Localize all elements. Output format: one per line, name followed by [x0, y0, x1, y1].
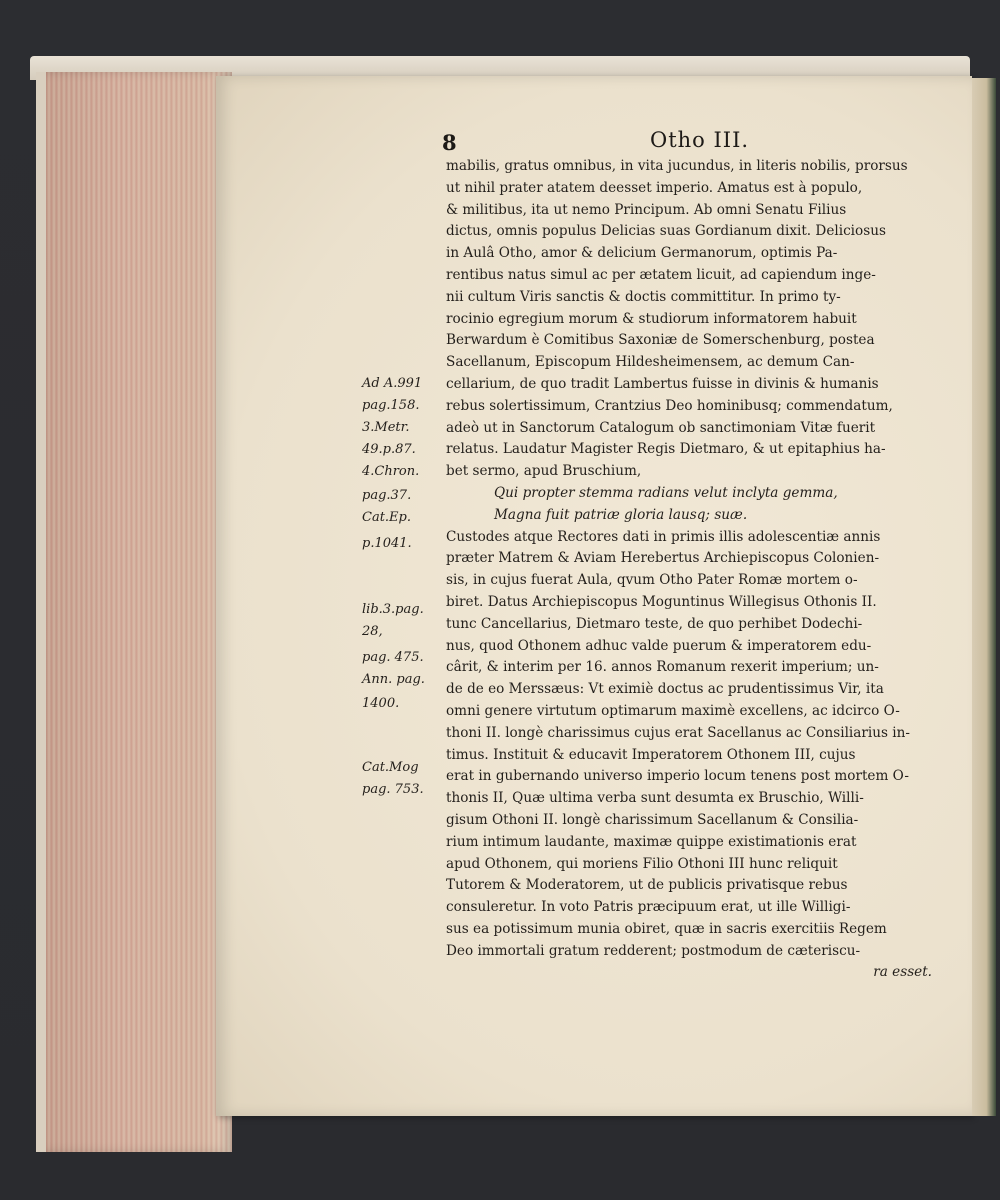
margin-note: Ad A.991: [362, 376, 423, 391]
text-line: cellarium, de quo tradit Lambertus fuisse in divinis & humanis: [446, 375, 879, 392]
text-line: rocinio egregium morum & studiorum informatorem habuit: [446, 310, 857, 327]
text-line: Tutorem & Moderatorem, ut de publicis privatisque rebus: [446, 877, 848, 894]
text-line: in Aulâ Otho, amor & delicium Germanorum, optimis Pa-: [446, 245, 838, 262]
margin-note: 49.p.87.: [362, 442, 416, 457]
text-line: Custodes atque Rectores dati in primis illis adolescentiæ annis: [446, 528, 881, 545]
margin-note: 4.Chron.: [362, 464, 420, 479]
text-line: sus ea potissimum munia obiret, quæ in sacris exercitiis Regem: [446, 920, 887, 937]
page-gutter-edge: [972, 78, 996, 1116]
page-number: 8: [442, 130, 457, 155]
text-line: tunc Cancellarius, Dietmaro teste, de quo perhibet Dodechi-: [446, 615, 863, 632]
margin-note: pag. 475.: [362, 650, 424, 665]
text-line: Sacellanum, Episcopum Hildesheimensem, ac demum Can-: [446, 354, 855, 371]
text-line: rium intimum laudante, maximæ quippe existimationis erat: [446, 833, 857, 850]
text-line: timus. Instituit & educavit Imperatorem Othonem III, cujus: [446, 746, 856, 763]
text-line: sis, in cujus fuerat Aula, qvum Otho Pater Romæ mortem o-: [446, 572, 858, 589]
margin-note: pag.37.: [362, 488, 412, 503]
margin-note: Cat.Ep.: [362, 510, 411, 525]
margin-note: Cat.Mog: [362, 760, 419, 775]
text-line: dictus, omnis populus Delicias suas Gordianum dixit. Deliciosus: [446, 223, 886, 240]
text-line: erat in gubernando universo imperio locum tenens post mortem O-: [446, 768, 909, 785]
text-line: bet sermo, apud Bruschium,: [446, 463, 642, 480]
text-line: adeò ut in Sanctorum Catalogum ob sanctimoniam Vitæ fuerit: [446, 419, 876, 436]
margin-note: pag.158.: [362, 398, 420, 413]
text-line: rentibus natus simul ac per ætatem licuit, ad capiendum inge-: [446, 266, 876, 283]
text-line: rebus solertissimum, Crantzius Deo hominibusq; commendatum,: [446, 397, 893, 414]
margin-note: 3.Metr.: [362, 420, 410, 435]
book-fore-edge: [36, 72, 232, 1152]
text-line: ut nihil prater atatem deesset imperio. Amatus est à populo,: [446, 179, 863, 196]
margin-note: pag. 753.: [362, 782, 424, 797]
text-line: nii cultum Viris sanctis & doctis committitur. In primo ty-: [446, 288, 841, 305]
catchword-line: ra esset.: [873, 964, 932, 981]
text-line: gisum Othoni II. longè charissimum Sacellanum & Consilia-: [446, 811, 859, 828]
verse-line: Magna fuit patriæ gloria lausq; suæ.: [494, 506, 748, 523]
text-line: cârit, & interim per 16. annos Romanum rexerit imperium; un-: [446, 659, 879, 676]
text-line: & militibus, ita ut nemo Principum. Ab omni Senatu Filius: [446, 201, 847, 218]
text-line: præter Matrem & Aviam Herebertus Archiepiscopus Colonien-: [446, 550, 880, 567]
text-line: thoni II. longè charissimus cujus erat Sacellanus ac Consiliarius in-: [446, 724, 910, 741]
margin-note: lib.3.pag.: [362, 602, 424, 617]
margin-note: Ann. pag.: [362, 672, 425, 687]
running-head: Otho III.: [650, 128, 750, 152]
text-line: mabilis, gratus omnibus, in vita jucundus, in literis nobilis, prorsus: [446, 158, 908, 174]
text-line: relatus. Laudatur Magister Regis Dietmaro, & ut epitaphius ha-: [446, 441, 886, 458]
margin-note: 28,: [362, 624, 383, 639]
text-line: Deo immortali gratum redderent; postmodum de cæteriscu-: [446, 942, 861, 959]
text-line: omni genere virtutum optimarum maximè excellens, ac idcirco O-: [446, 702, 900, 719]
margin-note: p.1041.: [362, 536, 412, 551]
text-line: apud Othonem, qui moriens Filio Othoni III hunc reliquit: [446, 855, 838, 872]
body-text: [446, 156, 954, 984]
margin-note: 1400.: [362, 696, 400, 711]
text-line: Berwardum è Comitibus Saxoniæ de Somerschenburg, postea: [446, 332, 875, 349]
text-line: consuleretur. In voto Patris præcipuum erat, ut ille Willigi-: [446, 899, 851, 916]
text-line: thonis II, Quæ ultima verba sunt desumta ex Bruschio, Willi-: [446, 790, 864, 807]
verse-line: Qui propter stemma radians velut inclyta gemma,: [494, 484, 838, 501]
text-line: nus, quod Othonem adhuc valde puerum & imperatorem edu-: [446, 637, 872, 654]
text-line: de de eo Merssæus: Vt eximiè doctus ac prudentissimus Vir, ita: [446, 681, 884, 698]
text-line: biret. Datus Archiepiscopus Moguntinus Willegisus Othonis II.: [446, 593, 877, 610]
